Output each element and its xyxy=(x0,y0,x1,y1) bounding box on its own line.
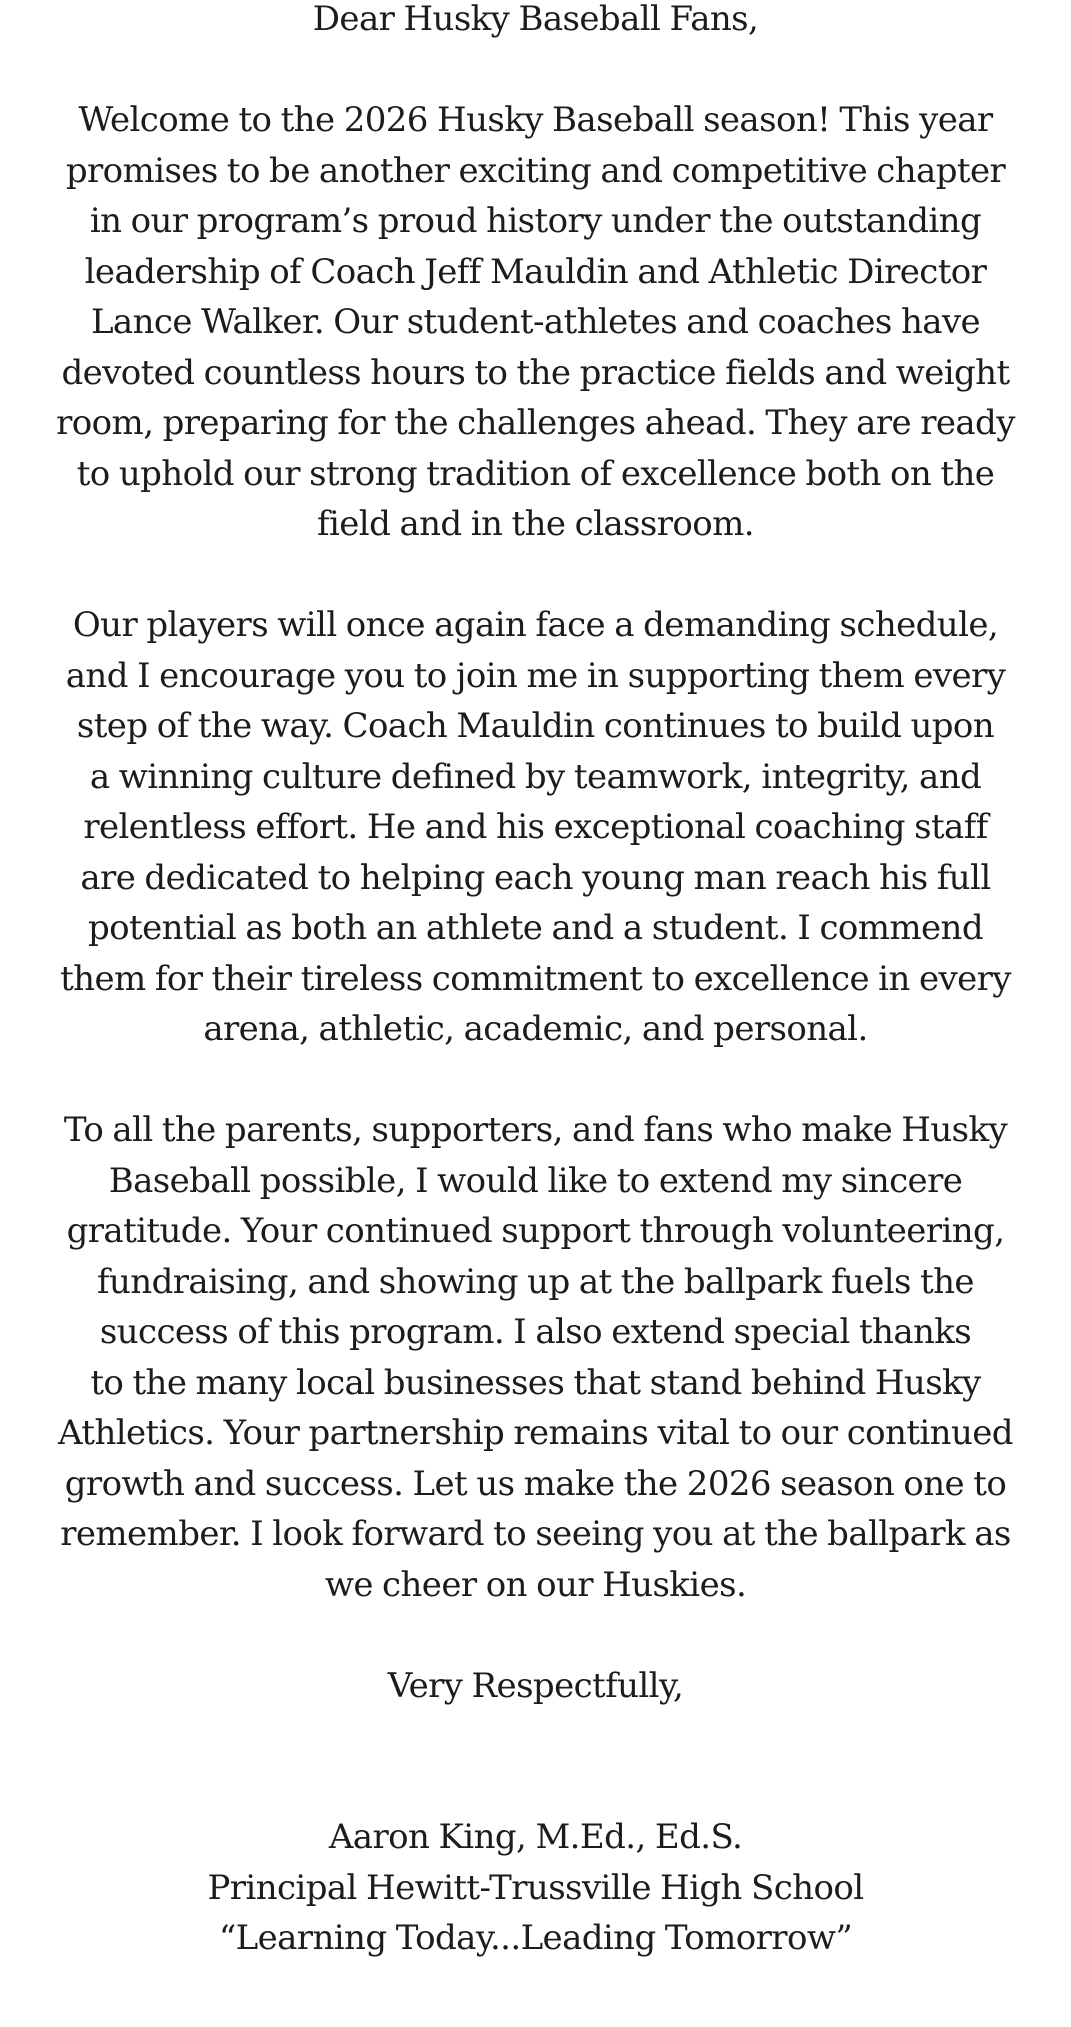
paragraph-line: fundraising, and showing up at the ballpark fuels the xyxy=(97,1261,974,1302)
signer-title: Principal Hewitt-Trussville High School xyxy=(207,1867,864,1908)
paragraph-line: relentless effort. He and his exceptional coaching staff xyxy=(83,807,988,847)
paragraph-line: arena, athletic, academic, and personal. xyxy=(203,1009,868,1049)
letter-greeting: Dear Husky Baseball Fans, xyxy=(312,0,759,39)
paragraph-line: potential as both an athlete and a student. I commend xyxy=(87,908,984,948)
paragraph-line: field and in the classroom. xyxy=(317,504,754,544)
paragraph-line: a winning culture defined by teamwork, integrity, and xyxy=(89,756,982,797)
paragraph-line: are dedicated to helping each young man reach his full xyxy=(80,857,991,898)
paragraph-line: to uphold our strong tradition of excellence both on the xyxy=(76,453,995,494)
paragraph-line: To all the parents, supporters, and fans who make Husky xyxy=(63,1110,1008,1150)
school-motto: “Learning Today...Leading Tomorrow” xyxy=(218,1918,853,1958)
paragraph-line: leadership of Coach Jeff Mauldin and Athletic Director xyxy=(84,251,987,292)
paragraph-line: devoted countless hours to the practice fields and weight xyxy=(61,352,1010,393)
paragraph-line: Lance Walker. Our student-athletes and coaches have xyxy=(90,302,981,342)
paragraph-line: to the many local businesses that stand behind Husky xyxy=(90,1362,981,1403)
paragraph-line: remember. I look forward to seeing you at the ballpark as xyxy=(60,1514,1011,1554)
letter-paragraph-3 xyxy=(0,1105,1071,1610)
paragraph-line: room, preparing for the challenges ahead. They are ready xyxy=(56,403,1015,443)
signer-name: Aaron King, M.Ed., Ed.S. xyxy=(328,1817,743,1857)
paragraph-line: growth and success. Let us make the 2026 season one to xyxy=(64,1463,1007,1504)
letter-closing: Very Respectfully, xyxy=(387,1665,684,1706)
paragraph-line: gratitude. Your continued support through volunteering, xyxy=(66,1211,1005,1251)
paragraph-line: step of the way. Coach Mauldin continues to build upon xyxy=(76,706,995,746)
paragraph-line: and I encourage you to join me in supporting them every xyxy=(65,655,1006,696)
paragraph-line: Athletics. Your partnership remains vital to our continued xyxy=(58,1413,1013,1453)
letter-paragraph-1 xyxy=(0,95,1071,550)
letter-paragraph-2 xyxy=(0,600,1071,1055)
signature-block xyxy=(0,1812,1071,1964)
paragraph-line: Our players will once again face a demanding schedule, xyxy=(72,605,999,645)
paragraph-line: them for their tireless commitment to excellence in every xyxy=(60,958,1011,999)
paragraph-line: promises to be another exciting and competitive chapter xyxy=(65,150,1006,191)
paragraph-line: in our program’s proud history under the outstanding xyxy=(89,201,982,241)
paragraph-line: Baseball possible, I would like to extend my sincere xyxy=(108,1160,963,1201)
paragraph-line: we cheer on our Huskies. xyxy=(324,1564,747,1605)
paragraph-line: success of this program. I also extend special thanks xyxy=(99,1312,972,1352)
paragraph-line: Welcome to the 2026 Husky Baseball season! This year xyxy=(78,100,993,140)
